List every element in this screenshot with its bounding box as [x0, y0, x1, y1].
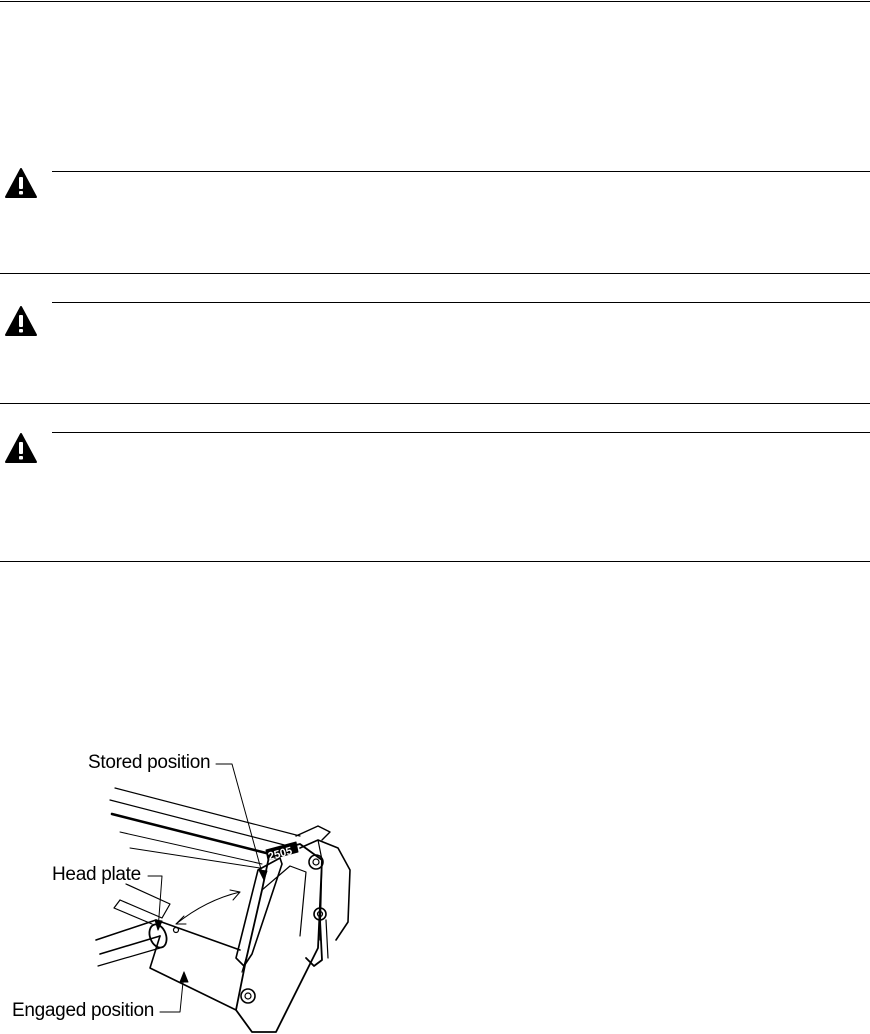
- warning-triangle-icon: [4, 305, 38, 337]
- nameplate-label: 2505: [266, 845, 294, 864]
- warning-3-header-rule: [52, 432, 870, 433]
- warning-triangle-icon: [4, 432, 38, 464]
- warning-3-footer-rule: [0, 561, 870, 562]
- loader-arm-illustration: [0, 740, 380, 1034]
- top-rule: [0, 1, 870, 2]
- warning-1-header-rule: [52, 171, 870, 172]
- warning-2-header-rule: [52, 302, 870, 303]
- stored-position-callout: Stored position: [88, 752, 211, 773]
- loader-head-plate-figure: [0, 740, 380, 1034]
- engaged-position-callout: Engaged position: [12, 1000, 155, 1021]
- warning-triangle-icon: [4, 167, 38, 199]
- warning-2-footer-rule: [0, 403, 870, 404]
- head-plate-callout: Head plate: [52, 864, 141, 885]
- warning-1-footer-rule: [0, 273, 870, 274]
